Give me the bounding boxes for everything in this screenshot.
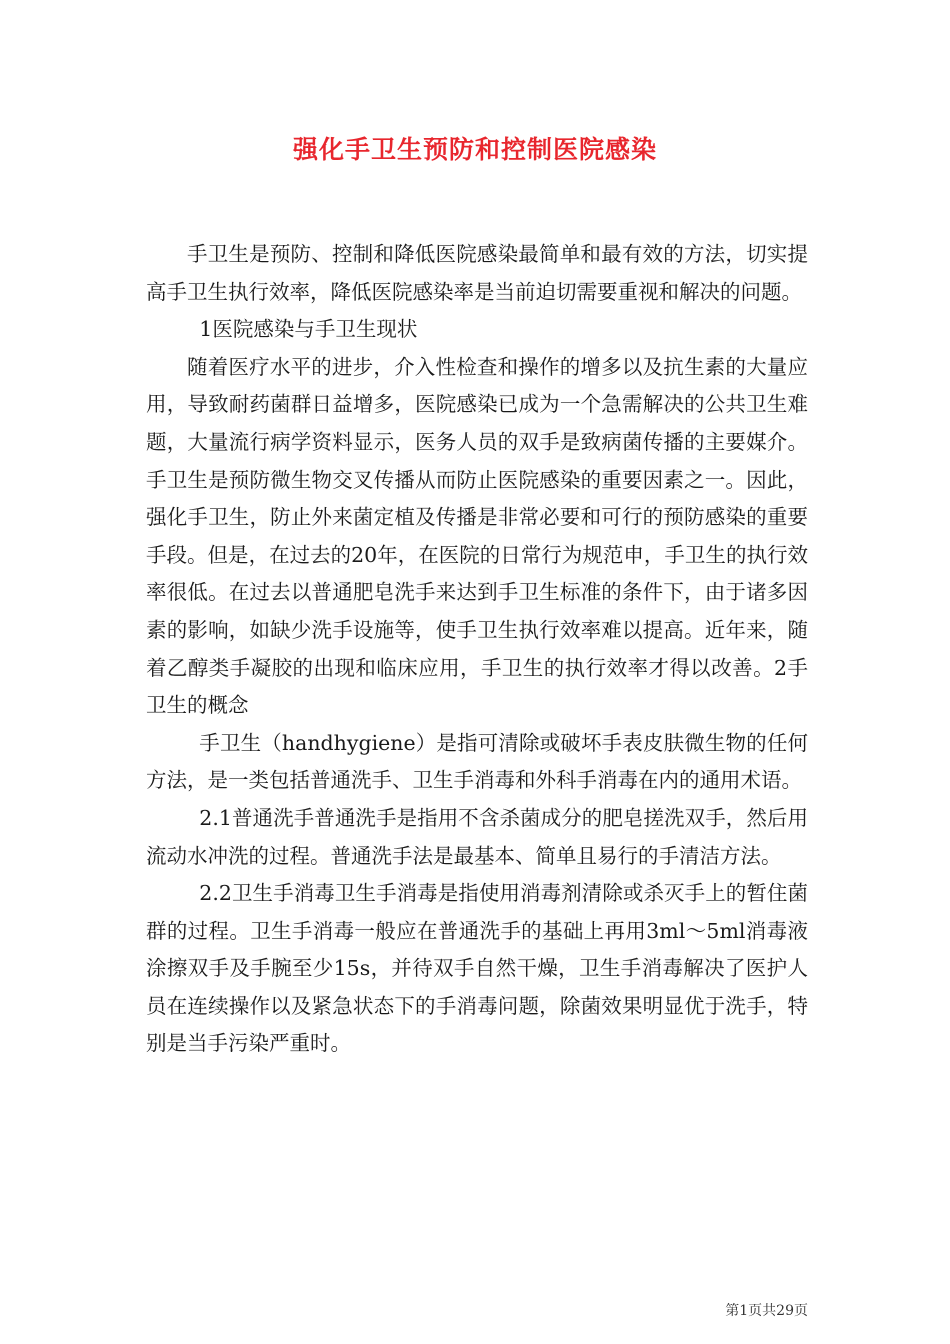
- paragraph-hygienic-disinfection: 2.2卫生手消毒卫生手消毒是指使用消毒剂清除或杀灭手上的暂住菌群的过程。卫生手消毒一般应在普通洗手的基础上再用3ml～5ml消毒液涂擦双手及手腕至少15s，并待双手自然干燥，卫生手消毒解决了医护人员在连续操作以及紧急状态下的手消毒问题，除菌效果明显优于洗手，特别是当手污染严重时。: [146, 881, 808, 1056]
- section-heading-1: 1医院感染与手卫生现状: [199, 317, 418, 342]
- page-number-footer: 第1页共29页: [725, 1303, 808, 1319]
- paragraph-normal-handwashing: 2.1普通洗手普通洗手是指用不含杀菌成分的肥皂搓洗双手，然后用流动水冲洗的过程。普通洗手法是最基本、简单且易行的手清洁方法。: [146, 805, 808, 868]
- paragraph-intro: 手卫生是预防、控制和降低医院感染最简单和最有效的方法，切实提高手卫生执行效率，降低医院感染率是当前迫切需要重视和解决的问题。: [146, 242, 808, 304]
- document-body: [146, 236, 808, 1063]
- paragraph-status: 随着医疗水平的进步，介入性检查和操作的增多以及抗生素的大量应用，导致耐药菌群日益增多，医院感染已成为一个急需解决的公共卫生难题，大量流行病学资料显示，医务人员的双手是致病菌传播的主要媒介。手卫生是预防微生物交叉传播从而防止医院感染的重要因素之一。因此，强化手卫生，防止外来菌定植及传播是非常必要和可行的预防感染的重要手段。但是，在过去的20年，在医院的日常行为规范申，手卫生的执行效率很低。在过去以普通肥皂洗手来达到手卫生标准的条件下，由于诸多因素的影响，如缺少洗手设施等，使手卫生执行效率难以提高。近年来，随着乙醇类手凝胶的出现和临床应用，手卫生的执行效率才得以改善。2手卫生的概念: [146, 354, 808, 718]
- paragraph-definition: 手卫生（handhygiene）是指可清除或破坏手表皮肤微生物的任何方法，是一类包括普通洗手、卫生手消毒和外科手消毒在内的通用术语。: [146, 730, 808, 793]
- document-title: 强化手卫生预防和控制医院感染: [292, 135, 657, 164]
